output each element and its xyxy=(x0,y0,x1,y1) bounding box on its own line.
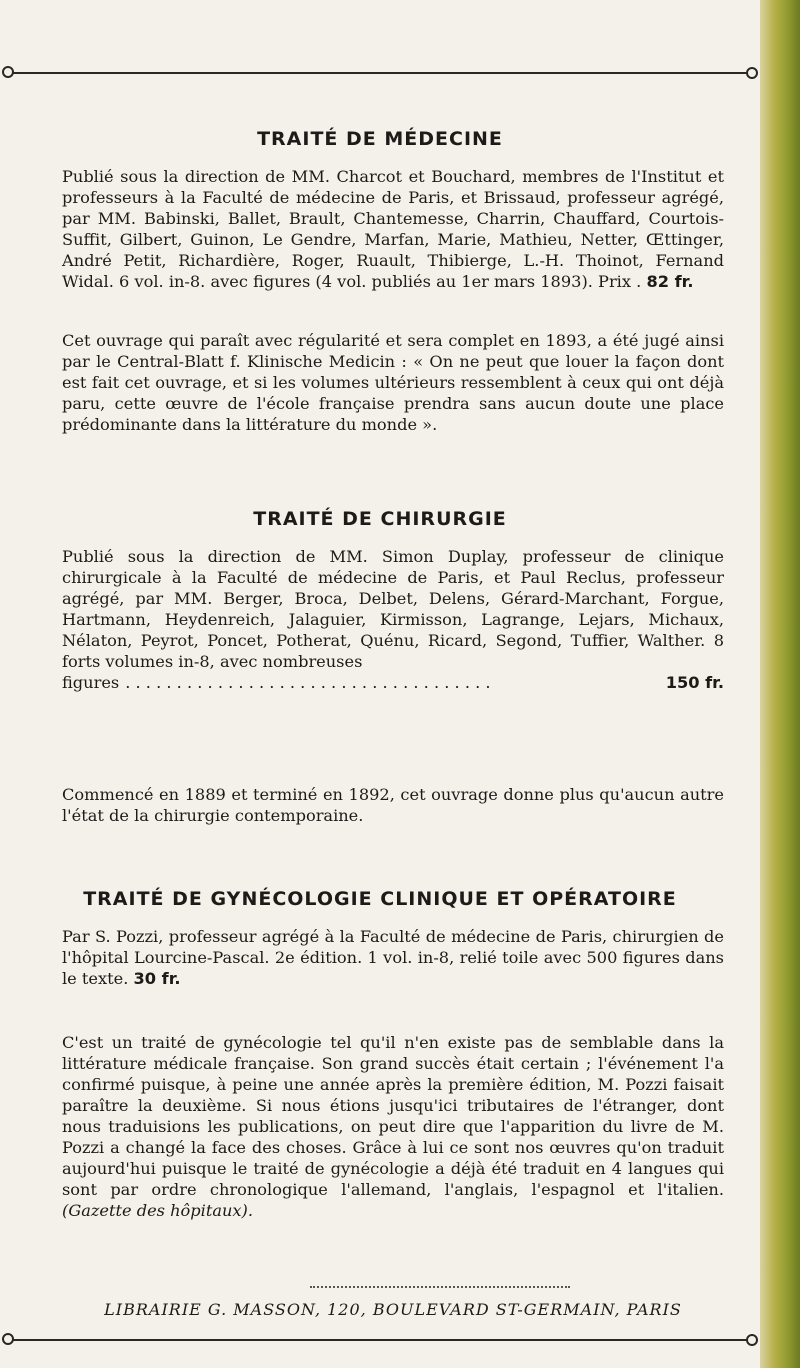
section-title-gynecologie: TRAITÉ DE GYNÉCOLOGIE CLINIQUE ET OPÉRATOIRE xyxy=(83,888,677,910)
ornament-dot xyxy=(2,66,14,78)
section-body-gynecologie: Par S. Pozzi, professeur agrégé à la Faculté de médecine de Paris, chirurgien de l'hôpital Lourcine-Pascal. 2e édition. 1 vol. in-8, relié toile avec 500 figures dans le texte. 30 fr. xyxy=(62,927,724,988)
top-rule xyxy=(12,72,752,74)
price-gynecologie: 30 fr. xyxy=(133,969,181,988)
decorative-wave xyxy=(310,1286,570,1292)
leader-dots: . . . . . . . . . . . . . . . . . . . . . . . . . . . . . . . . . . . . xyxy=(125,673,491,692)
page-edge xyxy=(760,0,800,1368)
publisher-footer: LIBRAIRIE G. MASSON, 120, BOULEVARD ST-GERMAIN, PARIS xyxy=(104,1300,682,1319)
price-row-chirurgie: figures . . . . . . . . . . . . . . . . . . . . . . . . . . . . . . . . . . . . 150 fr. xyxy=(62,673,724,692)
section-title-medecine: TRAITÉ DE MÉDECINE xyxy=(257,128,503,150)
ornament-dot xyxy=(746,67,758,79)
section-note-medecine: Cet ouvrage qui paraît avec régularité et sera complet en 1893, a été jugé ainsi par le Central-Blatt f. Klinische Medicin : « On ne peut que louer la façon dont est fait cet ouvrage, et si les volumes ultérieurs ressemblent à ceux qui ont déjà paru, cette œuvre de l'école française prendra sans aucun doute une place prédominante dans la littérature du monde ». xyxy=(62,331,724,434)
price-chirurgie: 150 fr. xyxy=(665,673,724,692)
quote-source: (Gazette des hôpitaux). xyxy=(62,1201,254,1220)
price-medecine: 82 fr. xyxy=(646,272,694,291)
ornament-dot xyxy=(2,1333,14,1345)
section-body-medecine: Publié sous la direction de MM. Charcot et Bouchard, membres de l'Institut et professeurs à la Faculté de médecine de Paris, et Brissaud, professeur agrégé, par MM. Babinski, Ballet, Brault, Chantemesse, Charrin, Chauffard, Courtois-Suffit, Gilbert, Guinon, Le Gendre, Marfan, Marie, Mathieu, Netter, Œttinger, André Petit, Richardière, Roger, Ruault, Thibierge, L.-H. Thoinot, Fernand Widal. 6 vol. in-8. avec figures (4 vol. publiés au 1er mars 1893). Prix . 82 fr. xyxy=(62,167,724,291)
section-note-chirurgie: Commencé en 1889 et terminé en 1892, cet ouvrage donne plus qu'aucun autre l'état de la chirurgie contemporaine. xyxy=(62,785,724,825)
section-body-chirurgie: Publié sous la direction de MM. Simon Duplay, professeur de clinique chirurgicale à la Faculté de médecine de Paris, et Paul Reclus, professeur agrégé, par MM. Berger, Broca, Delbet, Delens, Gérard-Marchant, Forgue, Hartmann, Heydenreich, Jalaguier, Kirmisson, Lagrange, Lejars, Michaux, Nélaton, Peyrot, Poncet, Potherat, Quénu, Ricard, Segond, Tuffier, Walther. 8 forts volumes in-8, avec nombreuses figures . . . . . . . . . . . . . . . . . . . . . . . . . . . . . . . . . . . . 150 fr. xyxy=(62,547,724,692)
section-title-chirurgie: TRAITÉ DE CHIRURGIE xyxy=(253,508,507,530)
section-note-gynecologie: C'est un traité de gynécologie tel qu'il n'en existe pas de semblable dans la littérature médicale française. Son grand succès était certain ; l'événement l'a confirmé puisque, à peine une année après la première édition, M. Pozzi faisait paraître la deuxième. Si nous étions jusqu'ici tributaires de l'étranger, dont nous traduisions les publications, on peut dire que l'apparition du livre de M. Pozzi a changé la face des choses. Grâce à lui ce sont nos œuvres qu'on traduit aujourd'hui puisque le traité de gynécologie a déjà été traduit en 4 langues qui sont par ordre chronologique l'allemand, l'anglais, l'espagnol et l'italien. (Gazette des hôpitaux). xyxy=(62,1033,724,1220)
bottom-rule xyxy=(12,1339,752,1341)
ornament-dot xyxy=(746,1334,758,1346)
